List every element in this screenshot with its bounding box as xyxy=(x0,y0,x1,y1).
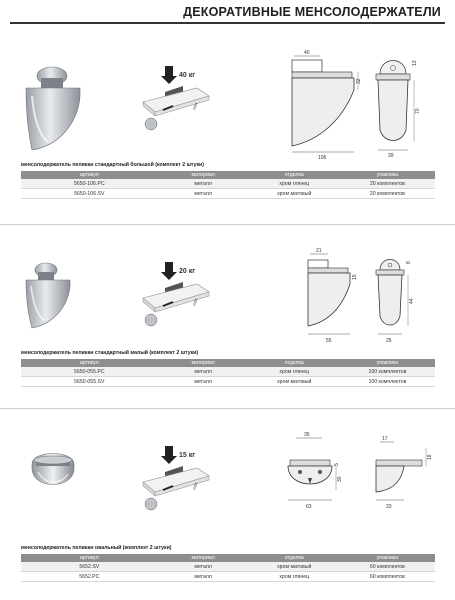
dim-width: 55 xyxy=(326,338,332,344)
load-icon-oval xyxy=(125,440,215,525)
load-icon-small xyxy=(125,256,215,341)
svg-text:max: max xyxy=(191,481,199,491)
column-header: отделка xyxy=(249,171,340,179)
product-section-oval xyxy=(0,412,455,600)
tech-drawing-front-oval xyxy=(282,432,352,522)
product-title: менсолодержатель пеликан стандартный большой (комплект 2 штуки) xyxy=(21,162,204,168)
dim-slot: 15 xyxy=(352,274,358,280)
table-cell: 60 комплектов xyxy=(340,572,435,582)
product-title: менсолодержатель пеликан стандартный малый (комплект 2 штуки) xyxy=(21,350,199,356)
tech-drawing-side-large xyxy=(280,50,370,160)
table-cell: металл xyxy=(158,377,249,387)
column-header: отделка xyxy=(249,359,340,367)
table-cell: 5652.SV xyxy=(21,562,158,572)
product-title: менсолодержатель пеликан овальный (комплект 2 штуки) xyxy=(21,545,172,551)
column-header: материал xyxy=(158,171,249,179)
table-cell: металл xyxy=(158,562,249,572)
column-header: упаковка xyxy=(340,171,435,179)
product-photo-small xyxy=(20,258,80,333)
tech-drawing-front-small xyxy=(370,248,430,348)
column-header: отделка xyxy=(249,554,340,562)
tech-drawing-side-oval xyxy=(368,432,438,522)
dim-depth: 39 xyxy=(388,153,394,159)
column-header: артикул xyxy=(21,554,158,562)
table-cell: хром глянец xyxy=(249,367,340,377)
table-row xyxy=(21,572,435,582)
load-label: 15 кг xyxy=(179,452,196,459)
column-header: артикул xyxy=(21,171,158,179)
table-cell: 20 комплектов xyxy=(340,179,435,189)
spec-table xyxy=(21,171,435,199)
dim-height: 70 xyxy=(415,108,421,114)
product-photo-oval xyxy=(26,444,81,504)
table-header-row xyxy=(21,359,435,367)
dim-height: 44 xyxy=(409,298,415,304)
load-icon-large xyxy=(125,60,215,145)
spec-table xyxy=(21,554,435,582)
column-header: упаковка xyxy=(340,554,435,562)
dim-depth: 33 xyxy=(386,504,392,510)
dim-top: 35 xyxy=(304,432,310,438)
table-cell: металл xyxy=(158,572,249,582)
table-cell: металл xyxy=(158,189,249,199)
product-section-large xyxy=(0,0,455,220)
table-row xyxy=(21,377,435,387)
section-divider xyxy=(0,408,455,409)
table-row xyxy=(21,367,435,377)
table-cell: 5650-055.PC xyxy=(21,367,158,377)
dim-cap: 8 xyxy=(406,261,412,264)
table-cell: хром матовый xyxy=(249,377,340,387)
table-cell: металл xyxy=(158,179,249,189)
dim-side-height: 18 xyxy=(427,454,433,460)
column-header: материал xyxy=(158,554,249,562)
load-label: 40 кг xyxy=(179,72,196,79)
table-cell: 5650-106.PC xyxy=(21,179,158,189)
column-header: материал xyxy=(158,359,249,367)
dim-depth: 25 xyxy=(386,338,392,344)
column-header: артикул xyxy=(21,359,158,367)
load-label: 20 кг xyxy=(179,268,196,275)
dim-width: 63 xyxy=(306,504,312,510)
table-header-row xyxy=(21,554,435,562)
table-cell: 60 комплектов xyxy=(340,562,435,572)
table-cell: хром матовый xyxy=(249,562,340,572)
product-photo-large xyxy=(18,62,88,157)
table-cell: 20 комплектов xyxy=(340,189,435,199)
dim-width: 106 xyxy=(318,155,327,161)
table-row xyxy=(21,189,435,199)
dim-top: 40 xyxy=(304,50,310,56)
section-divider xyxy=(0,224,455,225)
dim-cap: 13 xyxy=(412,60,418,66)
dim-height: 30 xyxy=(337,476,343,482)
table-cell: 5650-055.SV xyxy=(21,377,158,387)
table-row xyxy=(21,562,435,572)
page-title: ДЕКОРАТИВНЫЕ МЕНСОЛОДЕРЖАТЕЛИ xyxy=(183,5,441,19)
dim-top: 21 xyxy=(316,248,322,254)
dim-slot: 5 xyxy=(334,463,340,466)
table-cell: 100 комплектов xyxy=(340,377,435,387)
tech-drawing-side-small xyxy=(298,248,368,348)
product-section-small xyxy=(0,228,455,408)
dim-slot: 32 xyxy=(356,78,362,84)
column-header: упаковка xyxy=(340,359,435,367)
table-cell: металл xyxy=(158,367,249,377)
svg-text:max: max xyxy=(191,101,199,111)
dim-side-top: 17 xyxy=(382,436,388,442)
table-cell: хром матовый xyxy=(249,189,340,199)
table-row xyxy=(21,179,435,189)
table-header-row xyxy=(21,171,435,179)
tech-drawing-front-large xyxy=(368,50,438,160)
spec-table xyxy=(21,359,435,387)
table-cell: 5652.PC xyxy=(21,572,158,582)
table-cell: хром глянец xyxy=(249,572,340,582)
table-cell: 5650-106.SV xyxy=(21,189,158,199)
table-cell: хром глянец xyxy=(249,179,340,189)
svg-text:max: max xyxy=(191,297,199,307)
table-cell: 100 комплектов xyxy=(340,367,435,377)
